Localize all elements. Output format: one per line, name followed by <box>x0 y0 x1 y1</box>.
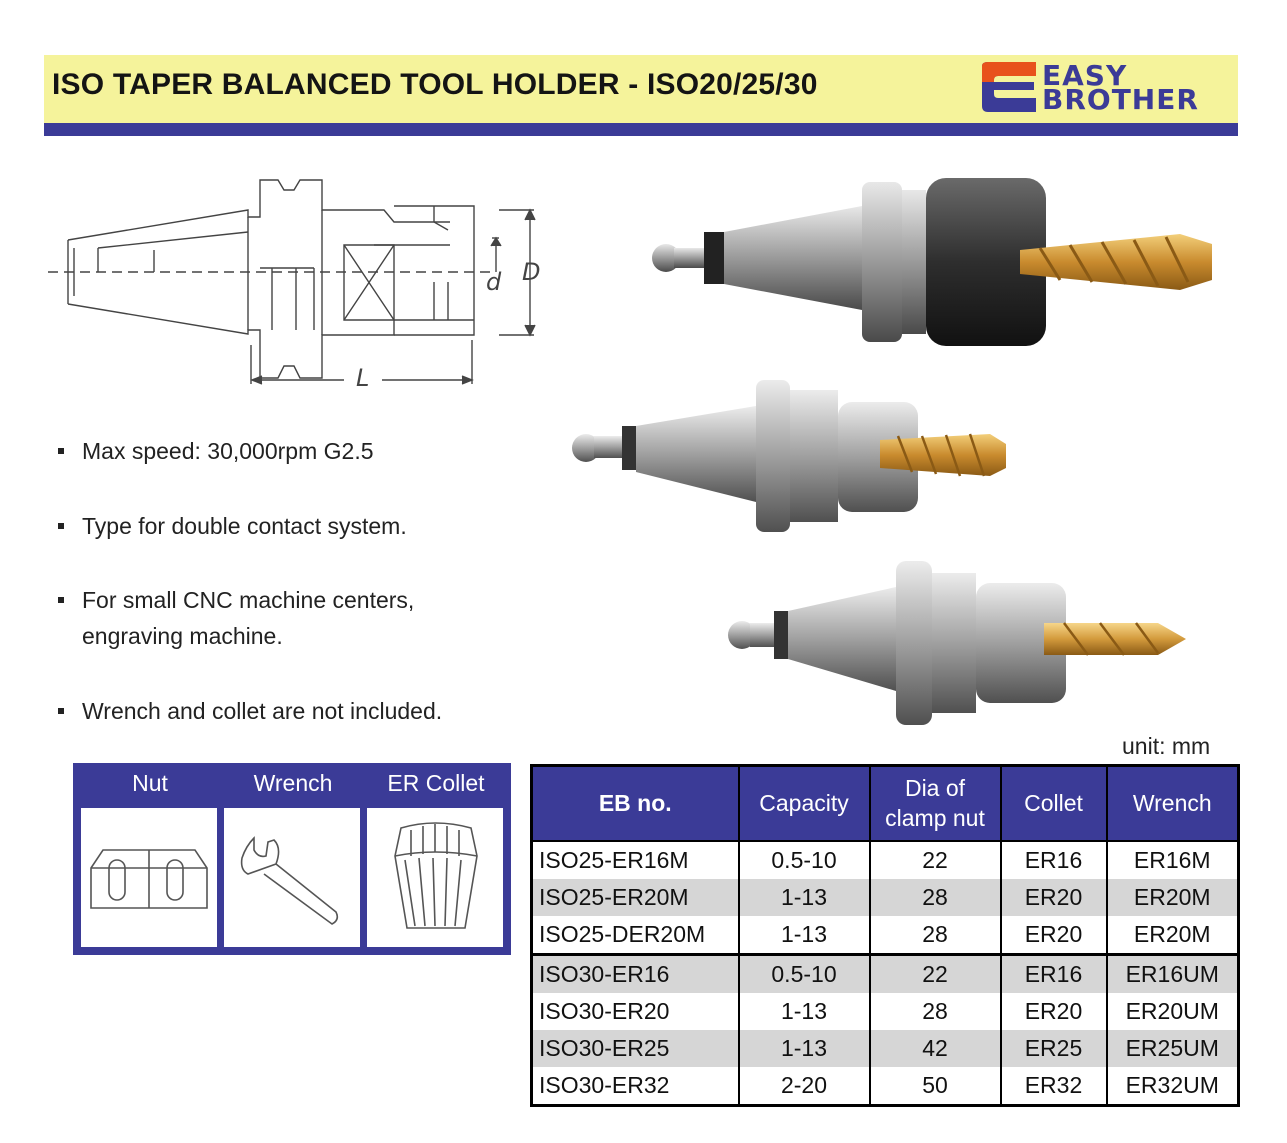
cell-collet: ER16 <box>1001 841 1107 879</box>
cell-dia: 28 <box>870 916 1001 955</box>
nut-icon <box>81 808 217 947</box>
collet-icon <box>367 808 503 947</box>
cell-collet: ER25 <box>1001 1030 1107 1067</box>
cell-dia: 28 <box>870 993 1001 1030</box>
cell-eb-no: ISO30-ER16 <box>532 954 739 993</box>
cell-eb-no: ISO30-ER25 <box>532 1030 739 1067</box>
tool-holder-photo-3 <box>718 555 1208 735</box>
column-header-eb-no: EB no. <box>532 766 739 841</box>
diagram-label-L: L <box>356 364 370 392</box>
feature-text: Type for double contact system. <box>82 513 407 539</box>
table-row <box>532 841 1239 879</box>
table-header-row <box>532 766 1239 841</box>
accessory-header-er-collet: ER Collet <box>387 770 485 796</box>
cell-eb-no: ISO25-ER20M <box>532 879 739 916</box>
cell-eb-no: ISO25-DER20M <box>532 916 739 955</box>
bullet-marker <box>58 523 64 529</box>
unit-label: unit: mm <box>1122 733 1211 759</box>
cell-wrench: ER25UM <box>1107 1030 1239 1067</box>
accessory-header-nut: Nut <box>132 770 168 796</box>
page-title: ISO TAPER BALANCED TOOL HOLDER - ISO20/25/30 <box>52 68 818 101</box>
cell-capacity: 1-13 <box>739 879 870 916</box>
bullet-marker <box>58 708 64 714</box>
column-header-collet: Collet <box>1001 766 1107 841</box>
table-row <box>532 954 1239 993</box>
bullet-marker <box>58 448 64 454</box>
accessory-header-wrench: Wrench <box>253 770 333 796</box>
column-header-wrench: Wrench <box>1107 766 1239 841</box>
spec-table <box>530 764 1240 1107</box>
tool-holder-photo-1 <box>640 170 1230 360</box>
cell-wrench: ER20M <box>1107 916 1239 955</box>
cell-dia: 50 <box>870 1067 1001 1106</box>
cell-eb-no: ISO30-ER20 <box>532 993 739 1030</box>
cell-capacity: 1-13 <box>739 916 870 955</box>
cell-dia: 22 <box>870 841 1001 879</box>
feature-text: Max speed: 30,000rpm G2.5 <box>82 438 374 464</box>
diagram-label-d: d <box>486 268 502 296</box>
logo-text-easy: EASY <box>1042 59 1128 92</box>
column-header-dia-line2: clamp nut <box>885 805 985 832</box>
feature-text-continued: engraving machine. <box>82 623 283 649</box>
accessory-cell-er-collet <box>367 808 503 947</box>
table-row <box>532 916 1239 955</box>
table-row <box>532 993 1239 1030</box>
cell-capacity: 0.5-10 <box>739 954 870 993</box>
cell-collet: ER16 <box>1001 954 1107 993</box>
cell-wrench: ER16UM <box>1107 954 1239 993</box>
cell-wrench: ER32UM <box>1107 1067 1239 1106</box>
header-underline-bar <box>44 123 1238 136</box>
accessory-cell-wrench <box>224 808 360 947</box>
cell-dia: 22 <box>870 954 1001 993</box>
cell-dia: 28 <box>870 879 1001 916</box>
cell-eb-no: ISO25-ER16M <box>532 841 739 879</box>
cell-collet: ER20 <box>1001 916 1107 955</box>
tool-holder-diagram <box>44 170 564 400</box>
cell-wrench: ER20M <box>1107 879 1239 916</box>
table-row <box>532 1067 1239 1106</box>
cell-collet: ER20 <box>1001 993 1107 1030</box>
column-header-capacity: Capacity <box>739 766 870 841</box>
accessory-cell-nut <box>81 808 217 947</box>
diagram-label-D: D <box>522 258 541 286</box>
cell-capacity: 2-20 <box>739 1067 870 1106</box>
feature-text: Wrench and collet are not included. <box>82 698 443 724</box>
logo-text-brother: BROTHER <box>1042 83 1199 116</box>
cell-collet: ER32 <box>1001 1067 1107 1106</box>
cell-capacity: 1-13 <box>739 993 870 1030</box>
tool-holder-photo-2 <box>560 372 1030 542</box>
wrench-icon <box>224 808 360 947</box>
cell-capacity: 1-13 <box>739 1030 870 1067</box>
cell-wrench: ER16M <box>1107 841 1239 879</box>
column-header-dia-line1: Dia of <box>904 775 966 802</box>
table-row <box>532 879 1239 916</box>
table-row <box>532 1030 1239 1067</box>
cell-dia: 42 <box>870 1030 1001 1067</box>
cell-eb-no: ISO30-ER32 <box>532 1067 739 1106</box>
cell-capacity: 0.5-10 <box>739 841 870 879</box>
cell-collet: ER20 <box>1001 879 1107 916</box>
feature-text: For small CNC machine centers, <box>82 587 415 613</box>
cell-wrench: ER20UM <box>1107 993 1239 1030</box>
column-header-dia-clamp-nut <box>870 766 1001 841</box>
bullet-marker <box>58 597 64 603</box>
